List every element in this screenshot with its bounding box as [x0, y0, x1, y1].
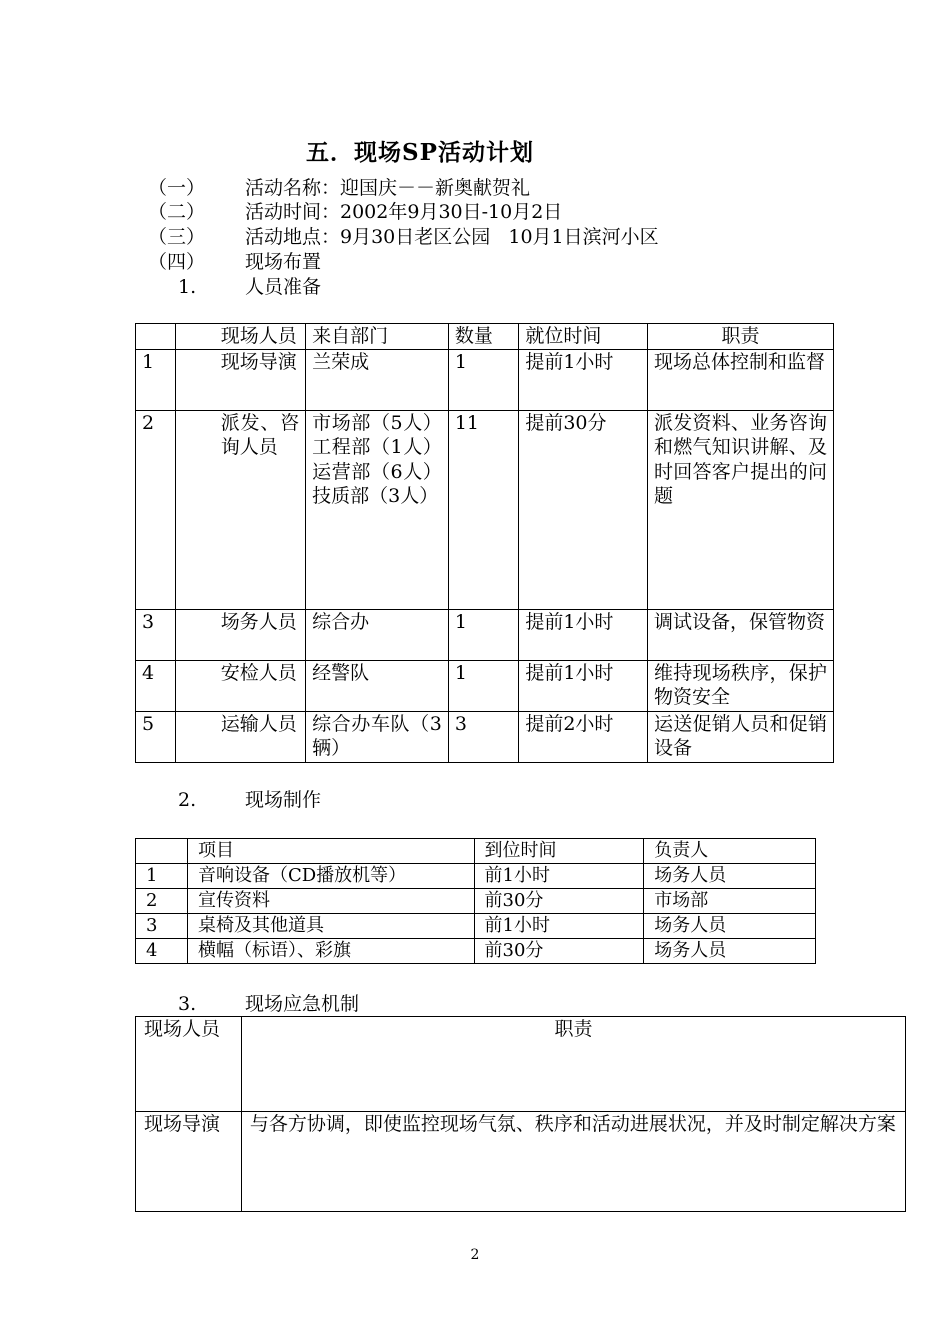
table-cell: 运送促销人员和促销设备 — [647, 711, 833, 762]
table-row — [136, 939, 816, 964]
production-table — [135, 838, 816, 964]
table-cell: 兰荣成 — [306, 349, 449, 410]
table-cell: 场务人员 — [644, 864, 816, 889]
table-header-cell: 现场人员 — [136, 1017, 242, 1112]
table-cell: 派发资料、业务咨询和燃气知识讲解、及时回答客户提出的问题 — [647, 410, 833, 609]
table-row — [136, 609, 834, 660]
table-row — [136, 711, 834, 762]
table-cell: 3 — [448, 711, 519, 762]
table-row — [136, 410, 834, 609]
section-heading-3 — [178, 992, 578, 1016]
table-cell: 调试设备，保管物资 — [647, 609, 833, 660]
section-title: 现场制作 — [245, 789, 322, 811]
table-cell: 11 — [448, 410, 519, 609]
table-cell: 2 — [136, 889, 188, 914]
table-cell: 提前2小时 — [519, 711, 648, 762]
section-heading-2 — [178, 788, 578, 812]
info-text: 活动时间：2002年9月30日-10月2日 — [245, 201, 563, 223]
table-cell: 场务人员 — [175, 609, 305, 660]
table-cell: 宣传资料 — [187, 889, 474, 914]
table-cell: 提前30分 — [519, 410, 648, 609]
table-header-row — [136, 839, 816, 864]
table-header-cell — [136, 324, 176, 350]
table-cell: 3 — [136, 609, 176, 660]
table-cell: 前30分 — [474, 939, 644, 964]
section-title: 人员准备 — [245, 276, 322, 298]
info-line — [148, 176, 848, 200]
table-header-cell: 现场人员 — [175, 324, 305, 350]
table-cell: 1 — [136, 349, 176, 410]
info-line — [148, 200, 848, 224]
table-cell: 1 — [136, 864, 188, 889]
table-header-row — [136, 1017, 906, 1112]
page-number: 2 — [470, 1247, 480, 1263]
info-text: 活动地点：9月30日老区公园 10月1日滨河小区 — [245, 226, 659, 248]
info-line — [148, 225, 848, 249]
table-cell: 2 — [136, 410, 176, 609]
table-header-cell: 就位时间 — [519, 324, 648, 350]
table-cell: 4 — [136, 660, 176, 711]
table-row — [136, 660, 834, 711]
section-heading-1 — [178, 275, 578, 299]
page-title: 五．现场SP活动计划 — [306, 139, 534, 166]
table-cell: 1 — [448, 349, 519, 410]
table-header-cell: 数量 — [448, 324, 519, 350]
table-cell: 4 — [136, 939, 188, 964]
table-cell: 场务人员 — [644, 914, 816, 939]
info-text: 现场布置 — [245, 251, 322, 273]
table-header-cell: 职责 — [241, 1017, 905, 1112]
table-cell: 3 — [136, 914, 188, 939]
table-cell: 前1小时 — [474, 864, 644, 889]
table-cell: 市场部 — [644, 889, 816, 914]
info-number: （二） — [148, 201, 206, 223]
table-cell: 1 — [448, 660, 519, 711]
table-cell: 现场导演 — [136, 1112, 242, 1212]
emergency-table — [135, 1016, 906, 1212]
table-cell: 现场总体控制和监督 — [647, 349, 833, 410]
info-number: （四） — [148, 251, 206, 273]
table-cell: 提前1小时 — [519, 349, 648, 410]
table-cell: 派发、咨询人员 — [175, 410, 305, 609]
table-cell: 现场导演 — [175, 349, 305, 410]
section-number: 2. — [178, 789, 197, 811]
section-number: 1. — [178, 276, 197, 298]
table-cell: 场务人员 — [644, 939, 816, 964]
table-cell: 5 — [136, 711, 176, 762]
table-cell: 横幅（标语）、彩旗 — [187, 939, 474, 964]
table-cell: 经警队 — [306, 660, 449, 711]
table-row — [136, 889, 816, 914]
table-cell: 提前1小时 — [519, 609, 648, 660]
info-number: （三） — [148, 226, 206, 248]
section-title: 现场应急机制 — [245, 993, 360, 1015]
table-row — [136, 1112, 906, 1212]
table-cell: 桌椅及其他道具 — [187, 914, 474, 939]
staff-table — [135, 323, 834, 763]
table-cell: 音响设备（CD播放机等） — [187, 864, 474, 889]
table-header-row — [136, 324, 834, 350]
table-cell: 综合办 — [306, 609, 449, 660]
table-cell: 市场部（5人）工程部（1人）运营部（6人）技质部（3人） — [306, 410, 449, 609]
table-header-cell — [136, 839, 188, 864]
table-cell: 与各方协调，即使监控现场气氛、秩序和活动进展状况，并及时制定解决方案 — [241, 1112, 905, 1212]
info-line — [148, 250, 848, 274]
table-header-cell: 到位时间 — [474, 839, 644, 864]
table-cell: 安检人员 — [175, 660, 305, 711]
table-row — [136, 864, 816, 889]
table-header-cell: 负责人 — [644, 839, 816, 864]
table-cell: 提前1小时 — [519, 660, 648, 711]
table-header-cell: 职责 — [647, 324, 833, 350]
table-cell: 前1小时 — [474, 914, 644, 939]
table-cell: 1 — [448, 609, 519, 660]
table-cell: 综合办车队（3辆） — [306, 711, 449, 762]
table-cell: 运输人员 — [175, 711, 305, 762]
table-row — [136, 914, 816, 939]
table-row — [136, 349, 834, 410]
table-cell: 维持现场秩序，保护物资安全 — [647, 660, 833, 711]
table-cell: 前30分 — [474, 889, 644, 914]
section-number: 3. — [178, 993, 197, 1015]
table-header-cell: 来自部门 — [306, 324, 449, 350]
info-text: 活动名称：迎国庆－－新奥献贺礼 — [245, 177, 531, 199]
table-header-cell: 项目 — [187, 839, 474, 864]
info-number: （一） — [148, 177, 206, 199]
